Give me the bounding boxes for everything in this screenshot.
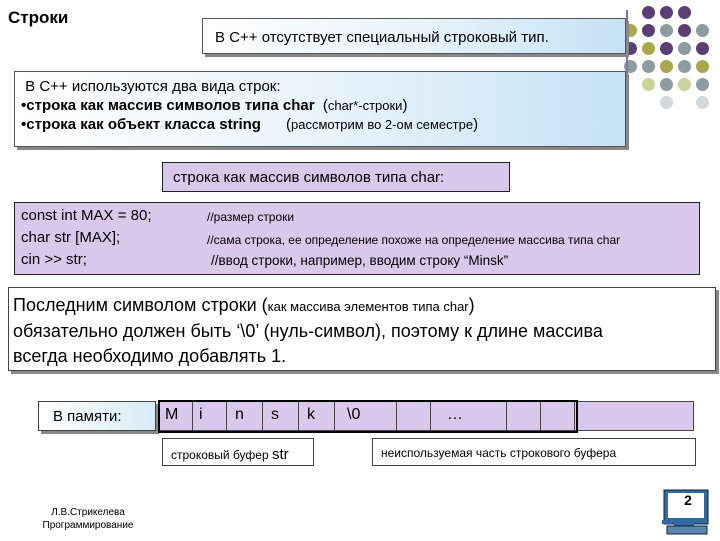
dot: [678, 42, 691, 55]
page-number: 2: [684, 492, 692, 508]
dot: [642, 78, 655, 91]
dot: [642, 24, 655, 37]
char-array-title: строка как массив символов типа char:: [162, 162, 510, 192]
code-comment-2: //сама строка, ее определение похоже на определение массива типа char: [207, 233, 621, 247]
dot: [642, 42, 655, 55]
memory-cell: i: [193, 402, 227, 430]
string-types-box: [14, 71, 626, 147]
memory-cell: k: [299, 402, 335, 430]
memory-cell: [575, 402, 693, 430]
buffer-caption: строковый буфер str: [162, 438, 314, 466]
types-intro: В С++ используются два вида строк:: [25, 78, 281, 95]
footer: [30, 506, 146, 532]
dot: [696, 42, 709, 55]
dot: [696, 96, 709, 109]
dot: [660, 96, 673, 109]
dot: [678, 78, 691, 91]
types-item-char-array: •строка как массив символов типа char (char*-строки): [21, 97, 408, 114]
slide-title: Строки: [8, 8, 69, 27]
null-terminator-paragraph: [8, 287, 716, 371]
decorative-dot-grid: [628, 6, 718, 116]
footer-subject: Программирование: [42, 520, 134, 531]
dot: [642, 6, 655, 19]
dot: [696, 60, 709, 73]
monitor-icon: [662, 488, 712, 536]
para-line-1: Последним символом строки (как массива элементов типа char): [13, 295, 475, 315]
code-line-2: char str [MAX];: [21, 229, 121, 246]
code-example-box: [14, 202, 700, 275]
memory-cell: n: [227, 402, 263, 430]
code-line-1: const int MAX = 80;: [21, 207, 152, 224]
memory-cell: …: [431, 402, 507, 430]
code-line-3: cin >> str;: [21, 251, 87, 268]
para-line-2: обязательно должен быть ‘\0’ (нуль-символ), поэтому к длине массива: [13, 321, 603, 341]
dot: [660, 78, 673, 91]
dot: [696, 24, 709, 37]
code-comment-3: //ввод строки, например, вводим строку “Minsk”: [211, 253, 509, 268]
dot: [660, 42, 673, 55]
memory-cell: M: [159, 402, 193, 430]
top-note: В С++ отсутствует специальный строковый тип.: [202, 18, 626, 54]
para-line-3: всегда необходимо добавлять 1.: [13, 346, 287, 366]
vertical-divider: [626, 10, 628, 130]
memory-cell: s: [263, 402, 299, 430]
dot: [660, 60, 673, 73]
dot: [678, 60, 691, 73]
memory-label: В памяти:: [38, 401, 156, 431]
memory-cell: \0: [335, 402, 397, 430]
dot: [642, 60, 655, 73]
types-item-string-class: •строка как объект класса string (рассмотрим во 2-ом семестре): [21, 116, 479, 133]
dot: [678, 24, 691, 37]
buffer-frame: [158, 400, 578, 433]
code-comment-1: //размер строки: [207, 210, 295, 224]
dot: [696, 78, 709, 91]
dot: [660, 6, 673, 19]
unused-caption: неиспользуемая часть строкового буфера: [372, 438, 696, 466]
footer-author: Л.В.Стрикелева: [51, 507, 125, 518]
dot: [678, 6, 691, 19]
dot: [660, 24, 673, 37]
